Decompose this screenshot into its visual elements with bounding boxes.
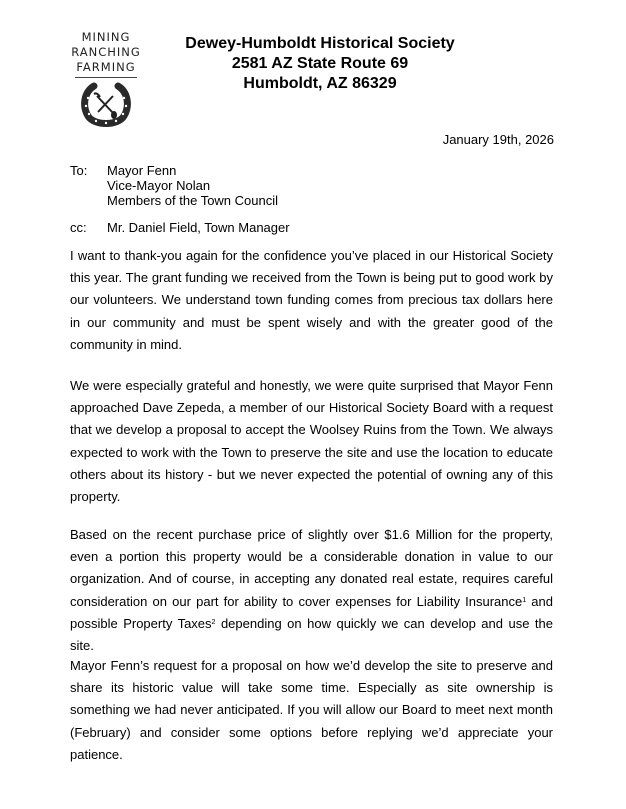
letterhead <box>170 34 470 94</box>
org-city: Humboldt, AZ 86329 <box>243 75 397 92</box>
paragraph-text <box>70 524 553 657</box>
text-run: depending on how quickly we can develop and use the site. <box>70 615 553 654</box>
text-run: and possible Property Taxes <box>70 593 553 631</box>
org-name: Dewey-Humboldt Historical Society <box>185 35 455 52</box>
paragraph-3 <box>70 524 553 657</box>
paragraph-1 <box>70 245 553 356</box>
footnote-marker: 2 <box>211 618 216 626</box>
cc-recipient: Mr. Daniel Field, Town Manager <box>107 220 290 235</box>
paragraph-text: I want to thank-you again for the confidence you’ve placed in our Historical Society this year. The grant funding we received from the Town is being put to good work by our volunteers. We understand town funding comes from precious tax dollars here in our community and must be spent wisely and with the greater good of the community in mind. <box>70 248 553 352</box>
logo-word-ranching: RANCHING <box>71 45 141 59</box>
to-label: To: <box>70 163 88 178</box>
logo-divider <box>75 77 137 78</box>
logo-word-farming: FARMING <box>76 60 136 74</box>
cc-label: cc: <box>70 220 87 235</box>
org-street: 2581 AZ State Route 69 <box>231 55 409 72</box>
horseshoe-pick-shovel-icon <box>70 80 142 132</box>
text-run: Based on the recent purchase price of slightly over $1.6 Million for the property, even a portion this property would be a considerable donation in value to our organization. And of course, in accepting any donated real estate, requires careful consideration on our part for ability to cover expenses for Liability Insurance <box>70 527 553 609</box>
letter-date: January 19th, 2026 <box>442 132 554 147</box>
paragraph-text: Mayor Fenn’s request for a proposal on how we’d develop the site to preserve and share its historic value will take some time. Especially as site ownership is something we had never anticipated. If you will allow our Board to meet next month (February) and consider some options before replying we’d appreciate your patience. <box>70 658 553 762</box>
recipient: Members of the Town Council <box>107 193 279 208</box>
footnote-marker: 1 <box>522 596 527 604</box>
paragraph-4 <box>70 655 553 766</box>
recipient: Mayor Fenn <box>107 163 177 178</box>
logo-word-mining: MINING <box>81 30 131 44</box>
society-logo <box>70 30 142 132</box>
recipient: Vice-Mayor Nolan <box>107 178 211 193</box>
paragraph-text: We were especially grateful and honestly, we were quite surprised that Mayor Fenn approached Dave Zepeda, a member of our Historical Society Board with a request that we develop a proposal to accept the Woolsey Ruins from the Town. We always expected to work with the Town to preserve the site and use the location to educate others about its history - but we never expected the potential of owning any of this property. <box>70 378 553 505</box>
paragraph-2 <box>70 375 553 508</box>
